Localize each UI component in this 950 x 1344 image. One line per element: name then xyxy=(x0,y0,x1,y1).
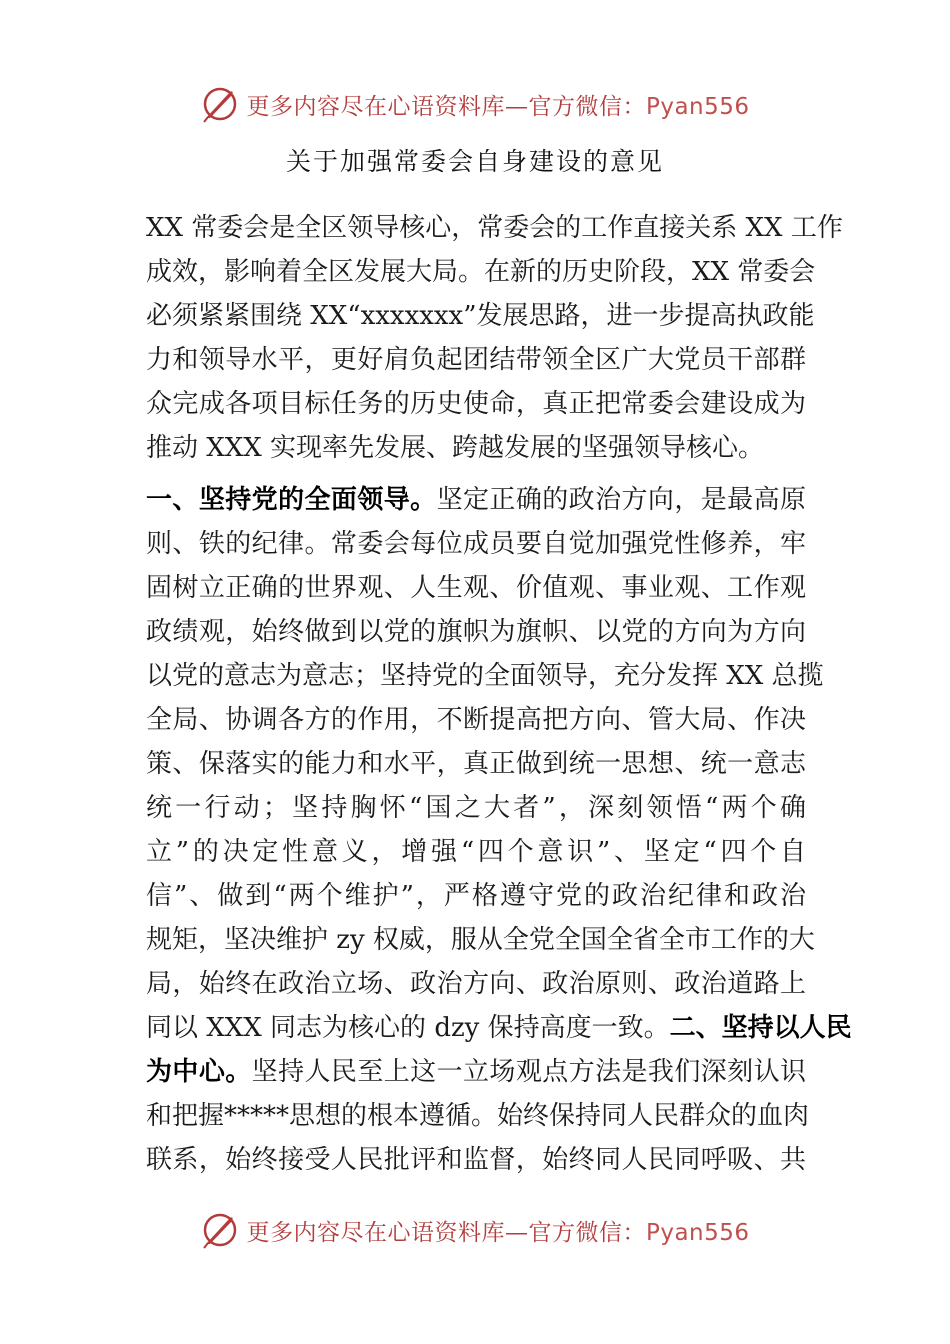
text-line: 推动 XXX 实现率先发展、跨越发展的坚强领导核心。 xyxy=(146,433,765,463)
text-line: 统一行动；坚持胸怀“国之大者”，深刻领悟“两个确 xyxy=(146,793,806,823)
text-line: 众完成各项目标任务的历史使命，真正把常委会建设成为 xyxy=(146,389,806,419)
header-banner-id: Pyan556 xyxy=(645,93,750,120)
document-title: 关于加强常委会自身建设的意见 xyxy=(285,147,664,176)
text-line: 局，始终在政治立场、政治方向、政治原则、政治道路上 xyxy=(146,969,806,999)
footer-banner xyxy=(0,1208,950,1252)
text-line: 同以 XXX 同志为核心的 dzy 保持高度一致。二、坚持以人民 xyxy=(146,1013,852,1043)
text-line: 全局、协调各方的作用，不断提高把方向、管大局、作决 xyxy=(146,705,806,735)
text-line: 一、坚持党的全面领导。坚定正确的政治方向，是最高原 xyxy=(146,485,806,515)
text-line: 立”的决定性意义，增强“四个意识”、坚定“四个自 xyxy=(146,837,806,867)
paragraph-main xyxy=(146,478,852,1182)
paragraph-intro xyxy=(146,206,843,470)
quill-logo-icon xyxy=(200,1210,240,1250)
text-line: 信”、做到“两个维护”，严格遵守党的政治纪律和政治 xyxy=(146,881,806,911)
text-line: 为中心。坚持人民至上这一立场观点方法是我们深刻认识 xyxy=(146,1057,806,1087)
header-banner xyxy=(0,82,950,126)
section-heading-2: 二、坚持以人民 xyxy=(669,1013,852,1043)
section-heading-2-cont: 为中心。 xyxy=(146,1057,252,1087)
text-line: 则、铁的纪律。常委会每位成员要自觉加强党性修养，牢 xyxy=(146,529,806,559)
footer-banner-id: Pyan556 xyxy=(645,1219,750,1246)
text-line: 联系，始终接受人民批评和监督，始终同人民同呼吸、共 xyxy=(146,1145,806,1175)
text-line: 力和领导水平，更好肩负起团结带领全区广大党员干部群 xyxy=(146,345,806,375)
section-heading-1: 一、坚持党的全面领导。 xyxy=(146,485,437,515)
header-banner-text: 更多内容尽在心语资料库—官方微信：Pyan556 xyxy=(246,93,750,120)
text-line: XX 常委会是全区领导核心，常委会的工作直接关系 XX 工作 xyxy=(146,213,843,243)
quill-logo-icon xyxy=(200,84,240,124)
text-line: 必须紧紧围绕 XX“xxxxxxx”发展思路，进一步提高执政能 xyxy=(146,301,815,331)
text-line: 固树立正确的世界观、人生观、价值观、事业观、工作观 xyxy=(146,573,806,603)
footer-banner-text: 更多内容尽在心语资料库—官方微信：Pyan556 xyxy=(246,1219,750,1246)
text-line: 和把握*****思想的根本遵循。始终保持同人民群众的血肉 xyxy=(146,1101,810,1131)
text-line: 成效，影响着全区发展大局。在新的历史阶段，XX 常委会 xyxy=(146,257,816,287)
text-line: 政绩观，始终做到以党的旗帜为旗帜、以党的方向为方向 xyxy=(146,617,806,647)
text-line: 以党的意志为意志；坚持党的全面领导，充分发挥 XX 总揽 xyxy=(146,661,824,691)
text-line: 策、保落实的能力和水平，真正做到统一思想、统一意志 xyxy=(146,749,806,779)
text-line: 规矩，坚决维护 zy 权威，服从全党全国全省全市工作的大 xyxy=(146,925,815,955)
